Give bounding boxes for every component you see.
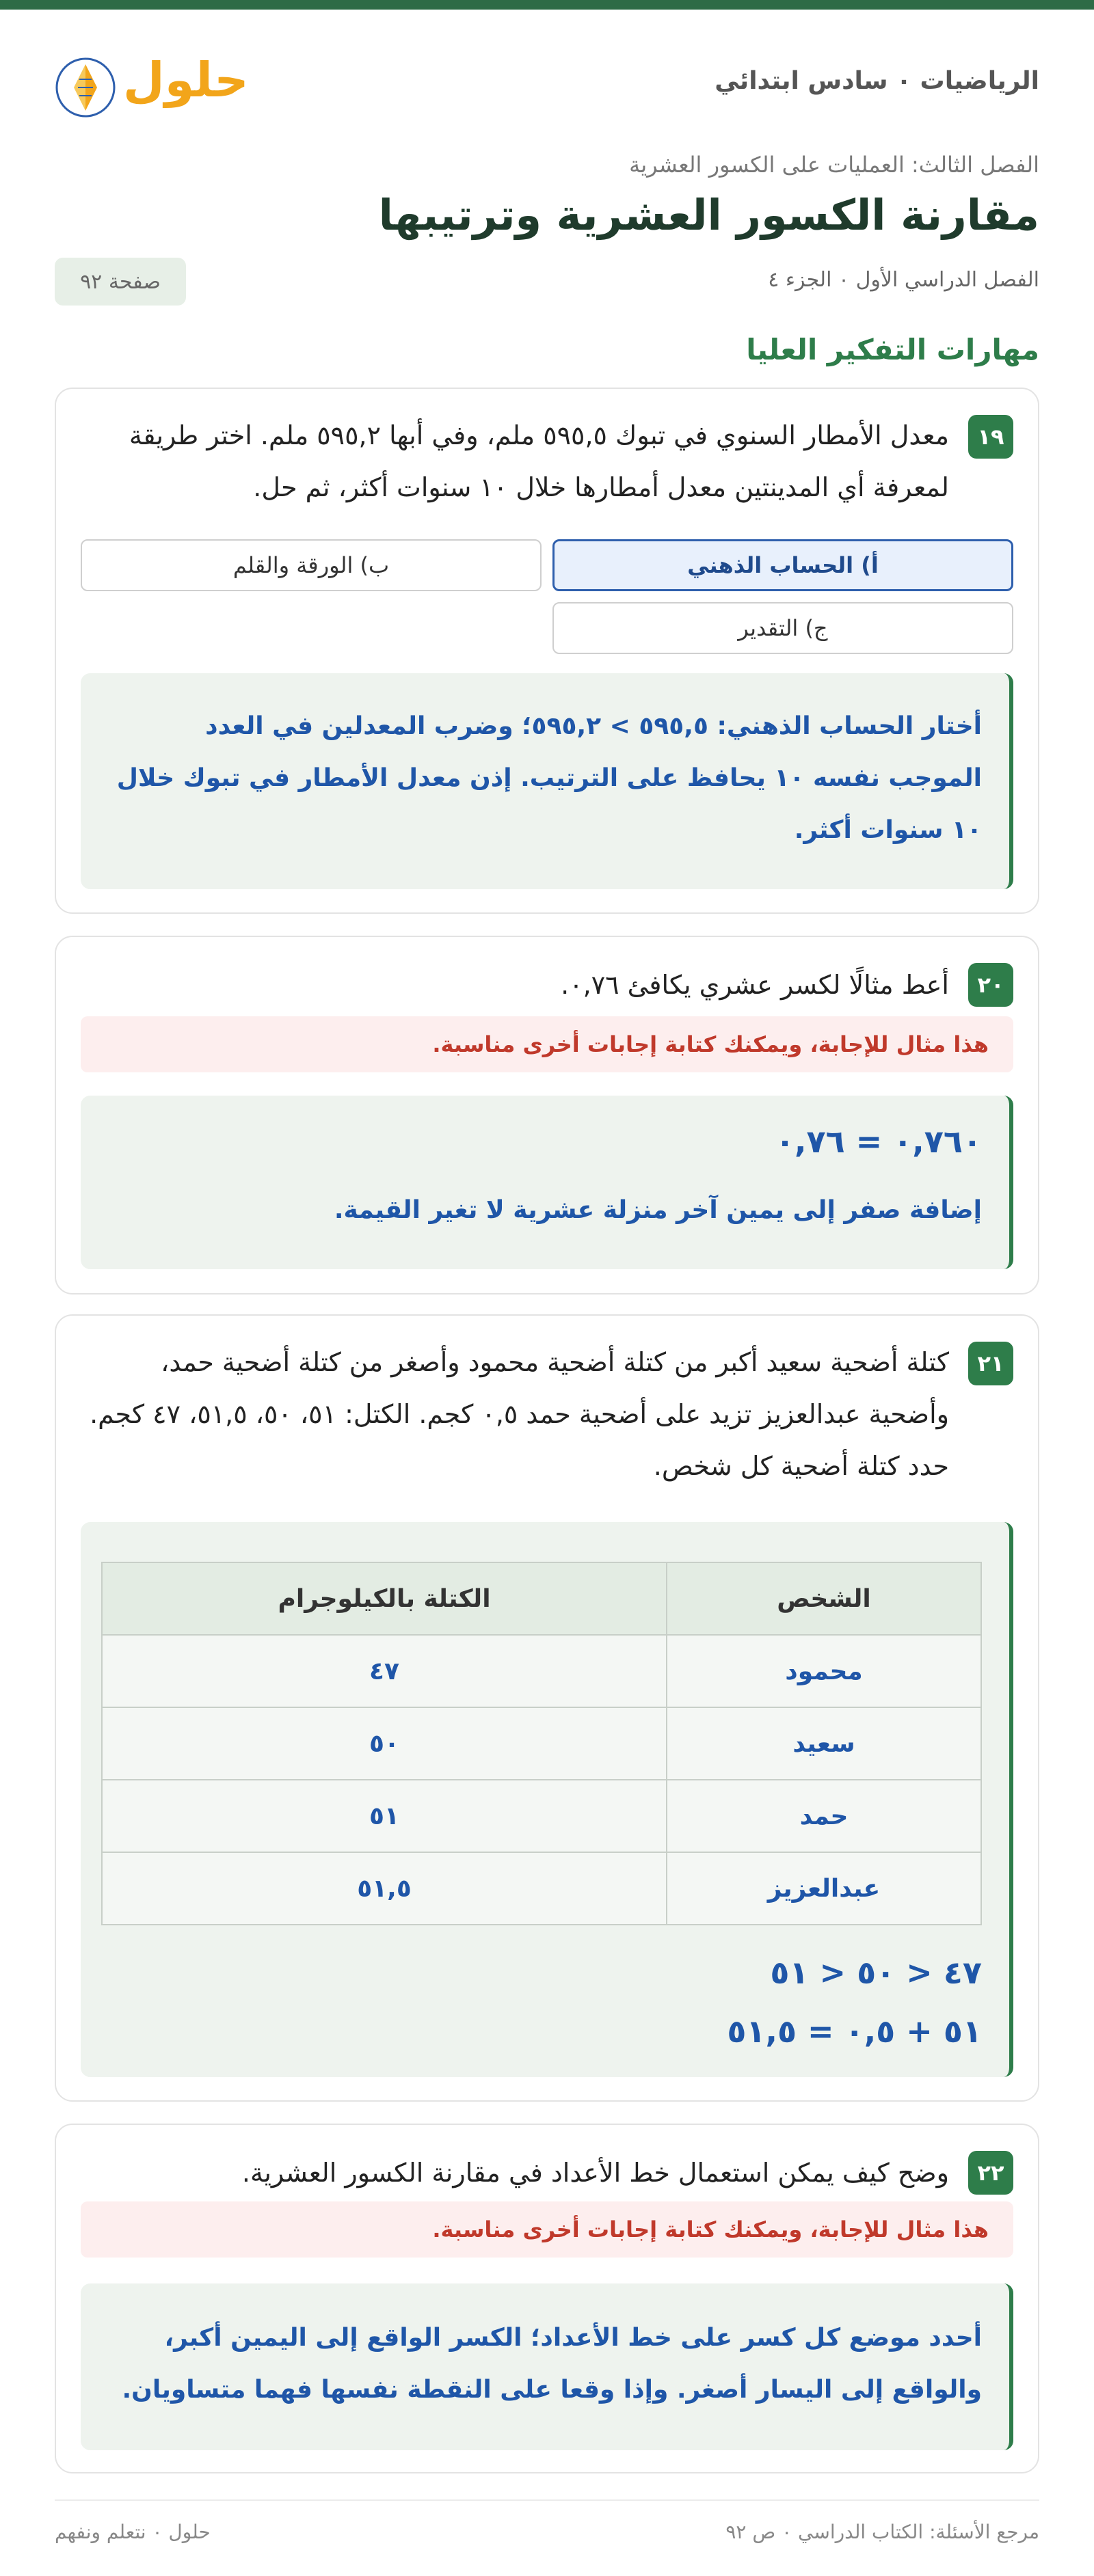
answer-text: أختار الحساب الذهني: ٥٩٥,٥ > ٥٩٥,٢؛ وضرب المعدلين في العدد الموجب نفسه ١٠ يحافظ على الترتيب. إذن معدل الأمطار في تبوك خلال ١٠ سنوات أكثر. (116, 712, 982, 844)
answer-text: أحدد موضع كل كسر على خط الأعداد؛ الكسر الواقع إلى اليمين أكبر، والواقع إلى اليسار أصغر. وإذا وقعا على النقطة نفسها فهما متساويان. (122, 2324, 982, 2404)
person-cell: سعيد (667, 1707, 981, 1780)
answer-box (81, 1096, 1013, 1269)
question-card-20 (55, 936, 1039, 1294)
question-card-22 (55, 2124, 1039, 2473)
mass-table (101, 1562, 982, 1925)
semester-label: الفصل الدراسي الأول ٠ الجزء ٤ (768, 268, 1039, 292)
mass-cell: ٤٧ (102, 1635, 667, 1707)
answer-box (81, 2283, 1013, 2450)
table-row (102, 1707, 981, 1780)
page-header (55, 48, 1039, 116)
mass-cell: ٥١,٥ (102, 1852, 667, 1925)
answer-box (81, 673, 1013, 889)
option-estimation[interactable]: ج) التقدير (552, 602, 1013, 654)
question-text: كتلة أضحية سعيد أكبر من كتلة أضحية محمود وأصغر من كتلة أضحية حمد، وأضحية عبدالعزيز تزيد على أضحية حمد ٠,٥ كجم. الكتل: ٥١، ٥٠، ٥١,٥، ٤٧ كجم. حدد كتلة أضحية كل شخص. (90, 1347, 949, 1481)
question-text: أعط مثالًا لكسر عشري يكافئ ٠,٧٦. (561, 970, 949, 1000)
mass-cell: ٥١ (102, 1780, 667, 1852)
footer-reference: مرجع الأسئلة: الكتاب الدراسي ٠ ص ٩٢ (725, 2521, 1039, 2543)
question-card-21 (55, 1314, 1039, 2102)
footer-divider (55, 2499, 1039, 2501)
mass-cell: ٥٠ (102, 1707, 667, 1780)
question-text: وضح كيف يمكن استعمال خط الأعداد في مقارنة الكسور العشرية. (241, 2158, 949, 2188)
table-row (102, 1852, 981, 1925)
chapter-label: الفصل الثالث: العمليات على الكسور العشرية (629, 152, 1039, 178)
person-cell: عبدالعزيز (667, 1852, 981, 1925)
question-number-badge: ١٩ (968, 415, 1013, 459)
person-cell: محمود (667, 1635, 981, 1707)
question-number-badge: ٢١ (968, 1342, 1013, 1385)
column-header-mass: الكتلة بالكيلوجرام (102, 1562, 667, 1635)
brand-logo[interactable] (55, 48, 249, 123)
section-title: مهارات التفكير العليا (746, 333, 1039, 366)
answer-equation: ٠,٧٦٠ = ٠,٧٦ (775, 1123, 982, 1160)
answer-note: هذا مثال للإجابة، ويمكنك كتابة إجابات أخرى مناسبة. (81, 1016, 1013, 1072)
answer-equation-order: ٤٧ < ٥٠ < ٥١ (770, 1954, 982, 1991)
question-card-19 (55, 388, 1039, 914)
option-mental-math[interactable]: أ) الحساب الذهني (552, 539, 1013, 591)
answer-box (81, 1522, 1013, 2077)
table-row (102, 1780, 981, 1852)
column-header-person: الشخص (667, 1562, 981, 1635)
person-cell: حمد (667, 1780, 981, 1852)
table-row (102, 1635, 981, 1707)
question-number-badge: ٢٢ (968, 2151, 1013, 2195)
question-text: معدل الأمطار السنوي في تبوك ٥٩٥,٥ ملم، وفي أبها ٥٩٥,٢ ملم. اختر طريقة لمعرفة أي المدينتين معدل أمطارها خلال ١٠ سنوات أكثر، ثم حل. (129, 420, 949, 502)
subject-label: الرياضيات ٠ سادس ابتدائي (715, 67, 1039, 95)
answer-note: هذا مثال للإجابة، ويمكنك كتابة إجابات أخرى مناسبة. (81, 2201, 1013, 2258)
question-number-badge: ٢٠ (968, 963, 1013, 1007)
page-title: مقارنة الكسور العشرية وترتيبها (378, 190, 1039, 240)
page-number-badge: صفحة ٩٢ (55, 258, 186, 306)
option-paper-pencil[interactable]: ب) الورقة والقلم (81, 539, 542, 591)
answer-equation-sum: ٥١ + ٠,٥ = ٥١,٥ (727, 2013, 982, 2050)
logo-wordmark: حلول (123, 52, 249, 108)
top-accent-bar (0, 0, 1094, 10)
footer-brand: حلول ٠ نتعلم ونفهم (55, 2521, 211, 2543)
answer-text: إضافة صفر إلى يمين آخر منزلة عشرية لا تغير القيمة. (334, 1196, 982, 1224)
